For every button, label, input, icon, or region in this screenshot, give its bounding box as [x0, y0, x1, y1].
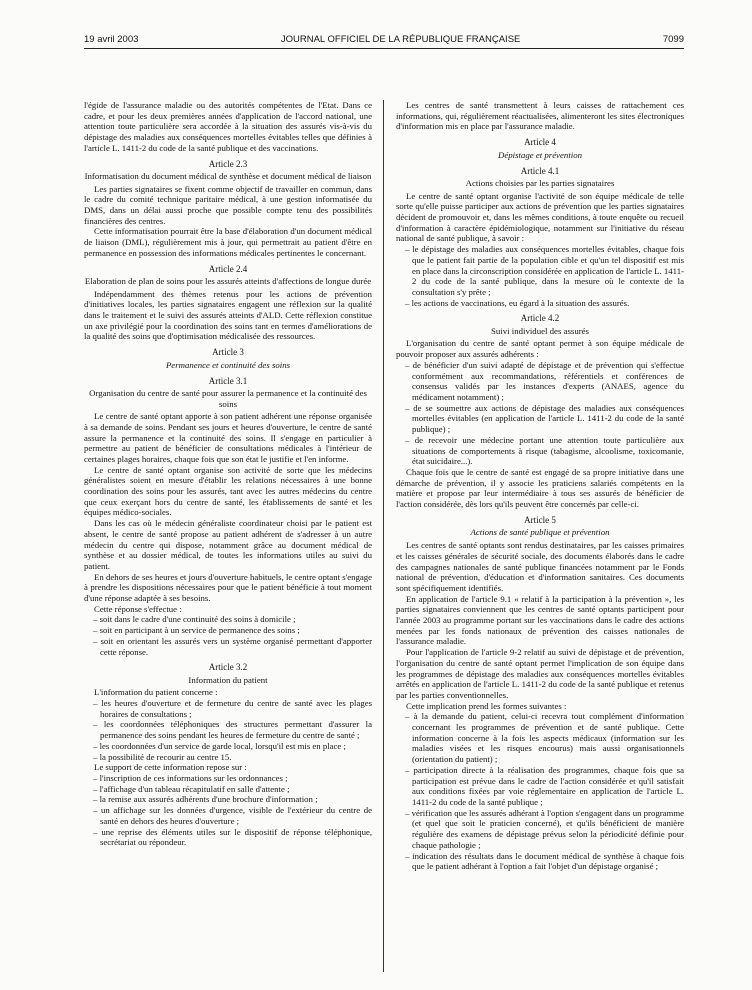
paragraph: Indépendamment des thèmes retenus pour les actions de prévention d'initiatives locales, les parties signataires engagent une réflexion sur la qualité dans le traitement et le suivi des assurés atteints d'ALD. Cette réflexion constitue un axe privilégié pour la coordination des soins tant en termes d'améliorations de la qualité des soins que d'optimisation médicalisée des ressources. [84, 288, 372, 342]
column-divider [383, 100, 384, 972]
list-item: – les actions de vaccinations, eu égard à la situation des assurés. [396, 298, 684, 309]
paragraph: Pour l'application de l'article 9-2 relatif au suivi de dépistage et de prévention, l'organisation du centre de santé optant permet l'implication de son équipe dans les programmes de dépistage des maladies aux conséquences mortelles évitables arrêtés en application de l'article L. 1411-2 du code de la santé publique et retenus par les parties conventionnelles. [396, 647, 684, 700]
article-title: Actions choisies par les parties signataires [465, 178, 615, 189]
list-item: – l'affichage d'un tableau récapitulatif en salle d'attente ; [84, 784, 372, 795]
article-title: Elaboration de plan de soins pour les assurés atteints d'affections de longue durée [84, 276, 372, 287]
list-item: – la possibilité de recourir au centre 15. [84, 752, 372, 763]
list-item: – les heures d'ouverture et de fermeture du centre de santé avec les plages horaires de consultations ; [84, 698, 372, 719]
article-heading: Article 2.4 [208, 263, 248, 274]
header-date: 19 avril 2003 [84, 33, 139, 45]
list-item: – à la demande du patient, celui-ci recevra tout complément d'information concernant les programmes de prévention et de santé publique. Cette information concerne à la fois les aspects médicaux (information sur les maladies visées et les risques encourus) mais aussi organisationnels (orientation du patient) ; [396, 711, 684, 765]
paragraph: Les centres de santé transmettent à leurs caisses de rattachement ces informations, qui, régulièrement réactualisées, alimenteront les sites électroniques d'information mis en place par l'assurance maladie. [396, 100, 684, 132]
paragraph: Le support de cette information repose sur : [94, 762, 247, 773]
list-item: – de bénéficier d'un suivi adapté de dépistage et de prévention qui s'effectue conformément aux recommandations, référentiels et conférences de consensus validés par les instances d'experts (ANAES, agence du médicament notamment) ; [396, 360, 684, 403]
list-item: – la remise aux assurés adhérents d'une brochure d'information ; [84, 794, 372, 805]
list-item: – soit en participant à un service de permanence des soins ; [84, 625, 372, 636]
article-heading: Article 2.3 [208, 158, 248, 169]
list-item: – les coordonnées d'un service de garde local, lorsqu'il est mis en place ; [84, 741, 372, 752]
article-title: Suivi individuel des assurés [491, 326, 589, 337]
article-italic-title: Actions de santé publique et prévention [470, 527, 610, 538]
list-item: – un affichage sur les données d'urgence, visible de l'extérieur du centre de santé en dehors des heures d'ouverture ; [84, 805, 372, 826]
left-column [84, 100, 372, 972]
list-item: – une reprise des éléments utiles sur le dispositif de réponse téléphonique, secrétariat ou répondeur. [84, 827, 372, 848]
list-item: – soit dans le cadre d'une continuité des soins à domicile ; [84, 614, 372, 625]
bullet-list [84, 773, 372, 848]
paragraph: Cette réponse s'effectue : [94, 603, 182, 614]
header-rule [84, 48, 684, 49]
bullet-list [396, 360, 684, 467]
list-item: – le dépistage des maladies aux conséquences mortelles évitables, chaque fois que le patient fait partie de la population cible et qu'un tel dispositif est mis en place dans la circonscription considérée en application de l'article L. 1411-2 du code de la santé publique, dans la mesure où le contexte de la consultation s'y prête ; [396, 244, 684, 298]
paragraph: Cette informatisation pourrait être la base d'élaboration d'un document médical de liaison (DML), régulièrement mis à jour, qui permettrait au patient d'être en permanence en possession des informations médicales pertinentes le concernant. [84, 226, 372, 258]
paragraph: Cette implication prend les formes suivantes : [406, 700, 567, 711]
article-heading: Article 4.1 [520, 165, 560, 176]
header-page-number: 7099 [662, 33, 684, 45]
article-italic-title: Dépistage et prévention [497, 149, 583, 160]
list-item: – de recevoir une médecine portant une attention toute particulière aux situations de comportements à risque (tabagisme, alcoolisme, toxicomanie, état suicidaire...). [396, 435, 684, 467]
paragraph: En dehors de ses heures et jours d'ouverture habituels, le centre optant s'engage à prendre les dispositions nécessaires pour que le patient bénéficie à tout moment d'une réponse adaptée à ses besoins. [84, 571, 372, 604]
header-journal-title: JOURNAL OFFICIEL DE LA RÉPUBLIQUE FRANÇAISE [280, 33, 521, 45]
bullet-list [84, 698, 372, 762]
paragraph: l'égide de l'assurance maladie ou des autorités compétentes de l'Etat. Dans ce cadre, et pour les deux premières années d'application de l'accord national, une attention toute particulière sera accordée à la situation des assurés vis-à-vis du dépistage des maladies aux conséquences mortelles évitables telles que définies à l'article L. 1411-2 du code de la santé publique et des vaccinations. [84, 100, 372, 153]
article-heading: Article 3.1 [208, 375, 248, 386]
paragraph: L'information du patient concerne : [94, 687, 218, 698]
list-item: – participation directe à la réalisation des programmes, chaque fois que sa participation est prévue dans le cadre de l'action considérée et qu'il satisfait aux conditions fixées par voie réglementaire en application de l'article L. 1411-2 du code de la santé publique ; [396, 765, 684, 808]
paragraph: Dans les cas où le médecin généraliste coordinateur choisi par le patient est absent, le centre de santé propose au patient adhérent de s'adresser à un autre médecin du centre qui dispose, notamment grâce au document médical de synthèse et au dossier médical, de toutes les informations utiles au suivi du patient. [84, 518, 372, 571]
list-item: – soit en orientant les assurés vers un système organisé permettant d'apporter cette réponse. [84, 636, 372, 657]
article-heading: Article 4 [524, 137, 556, 148]
article-heading: Article 3.2 [208, 662, 248, 673]
list-item: – les coordonnées téléphoniques des structures permettant d'assurer la permanence des soins pendant les heures de fermeture du centre de santé ; [84, 719, 372, 740]
right-column [396, 100, 684, 972]
running-header [84, 30, 684, 48]
list-item: – l'inscription de ces informations sur les ordonnances ; [84, 773, 372, 784]
paragraph: Le centre de santé optant organise son activité de sorte que les médecins généralistes soient en mesure d'établir les relations nécessaires à une bonne coordination des soins pour les assurés, tant avec les autres médecins du centre que ceux exerçant hors du centre de santé, les établissements de santé et les équipes médico-sociales. [84, 464, 372, 518]
paragraph: Chaque fois que le centre de santé est engagé de sa propre initiative dans une démarche de prévention, il y associe les praticiens salariés compétents en la matière et propose par leur intermédiaire à tous ses assurés de bénéficier de l'action considérée, dès lors qu'ils peuvent être concernés par celle-ci. [396, 466, 684, 510]
paragraph: Les parties signataires se fixent comme objectif de travailler en commun, dans le cadre du comité technique paritaire médical, à une gestion informatisée du DMS, dans un délai aussi proche que possible compte tenu des possibilités financières des centres. [84, 183, 372, 226]
bullet-list [84, 614, 372, 657]
paragraph: En application de l'article 9.1 « relatif à la participation à la prévention », les parties signataires conviennent que les centres de santé optants participent pour l'année 2003 au programme portant sur les vaccinations dans le cadre des actions menées par les fonds nationaux de prévention des caisses nationales de l'assurance maladie. [396, 593, 684, 647]
article-heading: Article 5 [524, 514, 556, 525]
paragraph: Les centres de santé optants sont rendus destinataires, par les caisses primaires et les caisses générales de sécurité sociale, des documents élaborés dans le cadre des campagnes nationales de santé publique financées notamment par le Fonds national de prévention, d'éducation et d'information sanitaires. Ces documents sont spécifiquement identifiés. [396, 540, 684, 593]
paragraph: Le centre de santé optant apporte à son patient adhérent une réponse organisée à sa demande de soins. Pendant ses jours et heures d'ouverture, le centre de santé assure la permanence et la continuité des soins. Il s'engage en particulier à permettre au patient de bénéficier de consultations médicales à l'intérieur de certaines plages horaires, chaque fois que son état le justifie et l'en informe. [84, 411, 372, 464]
article-title: Information du patient [188, 674, 268, 685]
list-item: – indication des résultats dans le document médical de synthèse à chaque fois que le patient adhérant à l'option a fait l'objet d'un dépistage organisé ; [396, 851, 684, 872]
article-title: Organisation du centre de santé pour assurer la permanence et la continuité des soins [89, 388, 367, 409]
paragraph: L'organisation du centre de santé optant permet à son équipe médicale de pouvoir proposer aux assurés adhérents : [396, 338, 684, 360]
bullet-list [396, 711, 684, 872]
paragraph: Le centre de santé optant organise l'activité de son équipe médicale de telle sorte qu'elle puisse participer aux actions de prévention que les parties signataires décident de promouvoir et, dans les mêmes conditions, à toute enquête ou recueil d'information à caractère épidémiologique, notamment sur l'initiative du réseau national de santé publique, à savoir : [396, 190, 684, 244]
article-title: Informatisation du document médical de synthèse et document médical de liaison [84, 171, 372, 182]
article-heading: Article 4.2 [520, 313, 560, 324]
bullet-list [396, 244, 684, 308]
list-item: – vérification que les assurés adhérant à l'option s'engagent dans un programme (et quel que soit le praticien concerné), et qu'ils bénéficient de manière régulière des examens de dépistage prévus selon la périodicité définie pour chaque pathologie ; [396, 808, 684, 851]
list-item: – de se soumettre aux actions de dépistage des maladies aux conséquences mortelles évitables (en application de l'article L. 1411-2 du code de la santé publique) ; [396, 403, 684, 435]
article-italic-title: Permanence et continuité des soins [165, 359, 291, 370]
article-heading: Article 3 [212, 347, 244, 358]
